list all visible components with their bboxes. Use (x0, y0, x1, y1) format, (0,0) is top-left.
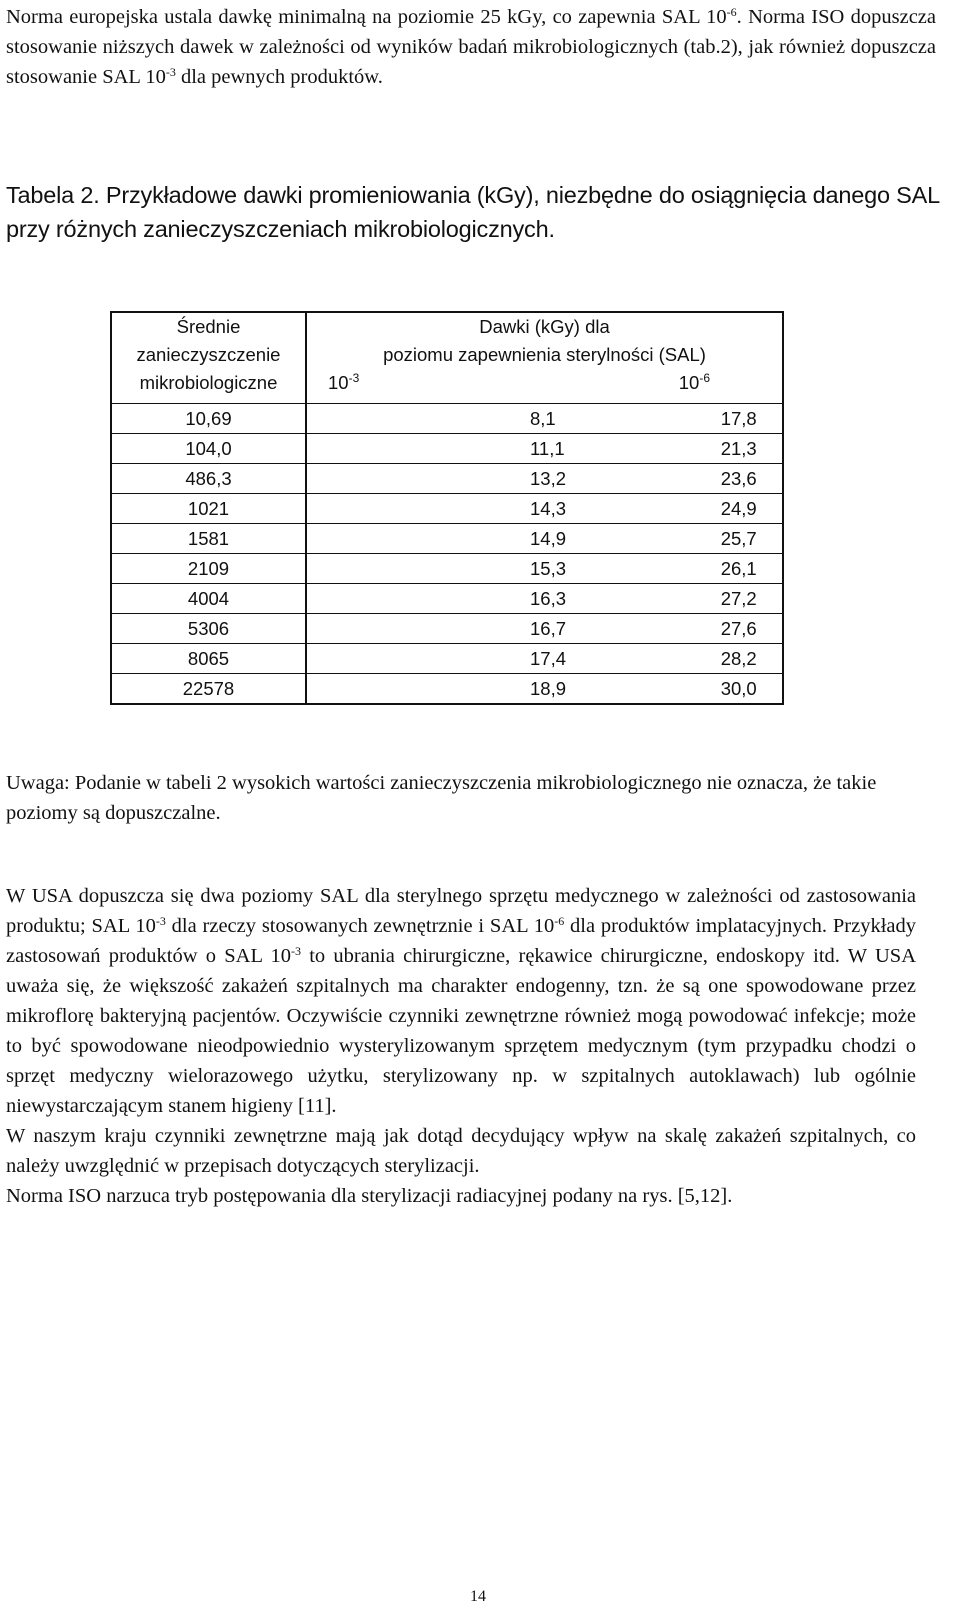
dose-sal-1e-6-cell: 27,6 (611, 614, 783, 644)
header-col1-line3: mikrobiologiczne (139, 372, 278, 393)
dose-sal-1e-6-cell: 25,7 (611, 524, 783, 554)
dose-sal-1e-6-cell: 21,3 (611, 434, 783, 464)
dose-sal-1e-6-cell: 28,2 (611, 644, 783, 674)
table-caption: Tabela 2. Przykładowe dawki promieniowania (kGy), niezbędne do osiągnięcia danego SAL przy różnych zanieczyszczeniach mikrobiologicznych. (6, 182, 940, 242)
dose-sal-1e-3-cell: 16,3 (306, 584, 611, 614)
contamination-cell: 2109 (111, 554, 306, 584)
body-paragraph-2: W naszym kraju czynniki zewnętrzne mają jak dotąd decydujący wpływ na skalę zakażeń szpitalnych, co należy uwzględnić w przepisach dotyczących sterylizacji. (6, 1125, 916, 1177)
sal-a-exponent: -3 (348, 371, 360, 385)
table-row (111, 524, 783, 554)
header-dose-line2: poziomu zapewnienia sterylności (SAL) (383, 344, 706, 365)
sal-b-exponent: -6 (699, 371, 710, 385)
contamination-cell: 1021 (111, 494, 306, 524)
sal-a-base: 10 (328, 372, 349, 393)
dose-sal-1e-3-cell: 17,4 (306, 644, 611, 674)
body-p1-exponent-3: -3 (290, 944, 301, 958)
intro-text-3: dla pewnych produktów. (175, 66, 383, 88)
body-p1-part-b: dla rzeczy stosowanych zewnętrznie i SAL 10 (165, 915, 555, 937)
table-note: Uwaga: Podanie w tabeli 2 wysokich wartości zanieczyszczenia mikrobiologicznego nie oznacza, że takie poziomy są dopuszczalne. (6, 772, 877, 824)
table-row (111, 554, 783, 584)
dose-sal-1e-6-cell: 17,8 (611, 404, 783, 434)
table-row (111, 674, 783, 705)
body-p1-part-d: to ubrania chirurgiczne, rękawice chirurgiczne, endoskopy itd. W USA uważa się, że większość zakażeń szpitalnych ma charakter endogenny, tzn. że są one spowodowane przez mikroflorę bakteryjną pacjentów. Oczywiście czynniki zewnętrzne również mogą powodować infekcje; może to być spowodowane nieodpowiednio wysterylizowanym sprzętem medycznym (tym przypadku chodzi o sprzęt medyczny wielorazowego użytku, sterylizowany np. w szpitalnych autoklawach) lub ogólnie niewystarczającym stanem higieny [11]. (6, 945, 917, 1117)
intro-exponent-2: -3 (165, 65, 176, 79)
dose-sal-1e-3-cell: 16,7 (306, 614, 611, 644)
dose-sal-1e-6-cell: 23,6 (611, 464, 783, 494)
table-row (111, 644, 783, 674)
table-row (111, 494, 783, 524)
dose-sal-1e-3-cell: 8,1 (306, 404, 611, 434)
header-sal-1e-6 (679, 369, 710, 397)
body-paragraph-3: Norma ISO narzuca tryb postępowania dla sterylizacji radiacyjnej podany na rys. [5,12]. (6, 1185, 733, 1207)
body-paragraph-1 (6, 881, 916, 1121)
header-sal-levels (307, 369, 782, 397)
header-col1-line2: zanieczyszczenie (136, 344, 281, 365)
intro-exponent-1: -6 (726, 5, 737, 19)
dose-sal-1e-6-cell: 26,1 (611, 554, 783, 584)
header-contamination (111, 312, 306, 404)
contamination-cell: 5306 (111, 614, 306, 644)
intro-text-1: Norma europejska ustala dawkę minimalną na poziomie 25 kGy, co zapewnia SAL 10 (6, 6, 727, 28)
dose-sal-1e-6-cell: 30,0 (611, 674, 783, 705)
body-p1-exponent-2: -6 (554, 914, 565, 928)
dose-sal-1e-6-cell: 24,9 (611, 494, 783, 524)
header-col1-line1: Średnie (176, 316, 241, 337)
body-text (6, 881, 916, 1211)
contamination-cell: 10,69 (111, 404, 306, 434)
contamination-cell: 486,3 (111, 464, 306, 494)
intro-paragraph (6, 2, 936, 92)
dose-table (110, 311, 784, 705)
dose-sal-1e-6-cell: 27,2 (611, 584, 783, 614)
header-dose-line1: Dawki (kGy) dla (479, 316, 610, 337)
table-row (111, 614, 783, 644)
contamination-cell: 104,0 (111, 434, 306, 464)
dose-sal-1e-3-cell: 14,3 (306, 494, 611, 524)
contamination-cell: 4004 (111, 584, 306, 614)
body-p1-part-a: W USA dopuszcza się dwa poziomy SAL dla sterylnego sprzętu medycznego w zależności od zastosowania produktu; SAL 10 (6, 885, 916, 937)
contamination-cell: 22578 (111, 674, 306, 705)
dose-sal-1e-3-cell: 15,3 (306, 554, 611, 584)
table-header-row (111, 312, 783, 404)
table-row (111, 404, 783, 434)
dose-sal-1e-3-cell: 11,1 (306, 434, 611, 464)
body-p1-exponent-1: -3 (155, 914, 166, 928)
table-row (111, 584, 783, 614)
table-row (111, 464, 783, 494)
body-p1-part-c: dla produktów implatacyjnych. Przykłady zastosowań produktów o SAL 10 (6, 915, 917, 967)
header-sal-1e-3 (328, 369, 359, 397)
contamination-cell: 1581 (111, 524, 306, 554)
contamination-cell: 8065 (111, 644, 306, 674)
dose-sal-1e-3-cell: 13,2 (306, 464, 611, 494)
page-number: 14 (470, 1588, 486, 1605)
table-row (111, 434, 783, 464)
intro-text-2: . Norma ISO dopuszcza stosowanie niższych dawek w zależności od wyników badań mikrobiologicznych (tab.2), jak również dopuszcza stosowanie SAL 10 (6, 6, 936, 88)
dose-sal-1e-3-cell: 14,9 (306, 524, 611, 554)
header-dose (306, 312, 783, 404)
sal-b-base: 10 (678, 372, 700, 393)
dose-sal-1e-3-cell: 18,9 (306, 674, 611, 705)
